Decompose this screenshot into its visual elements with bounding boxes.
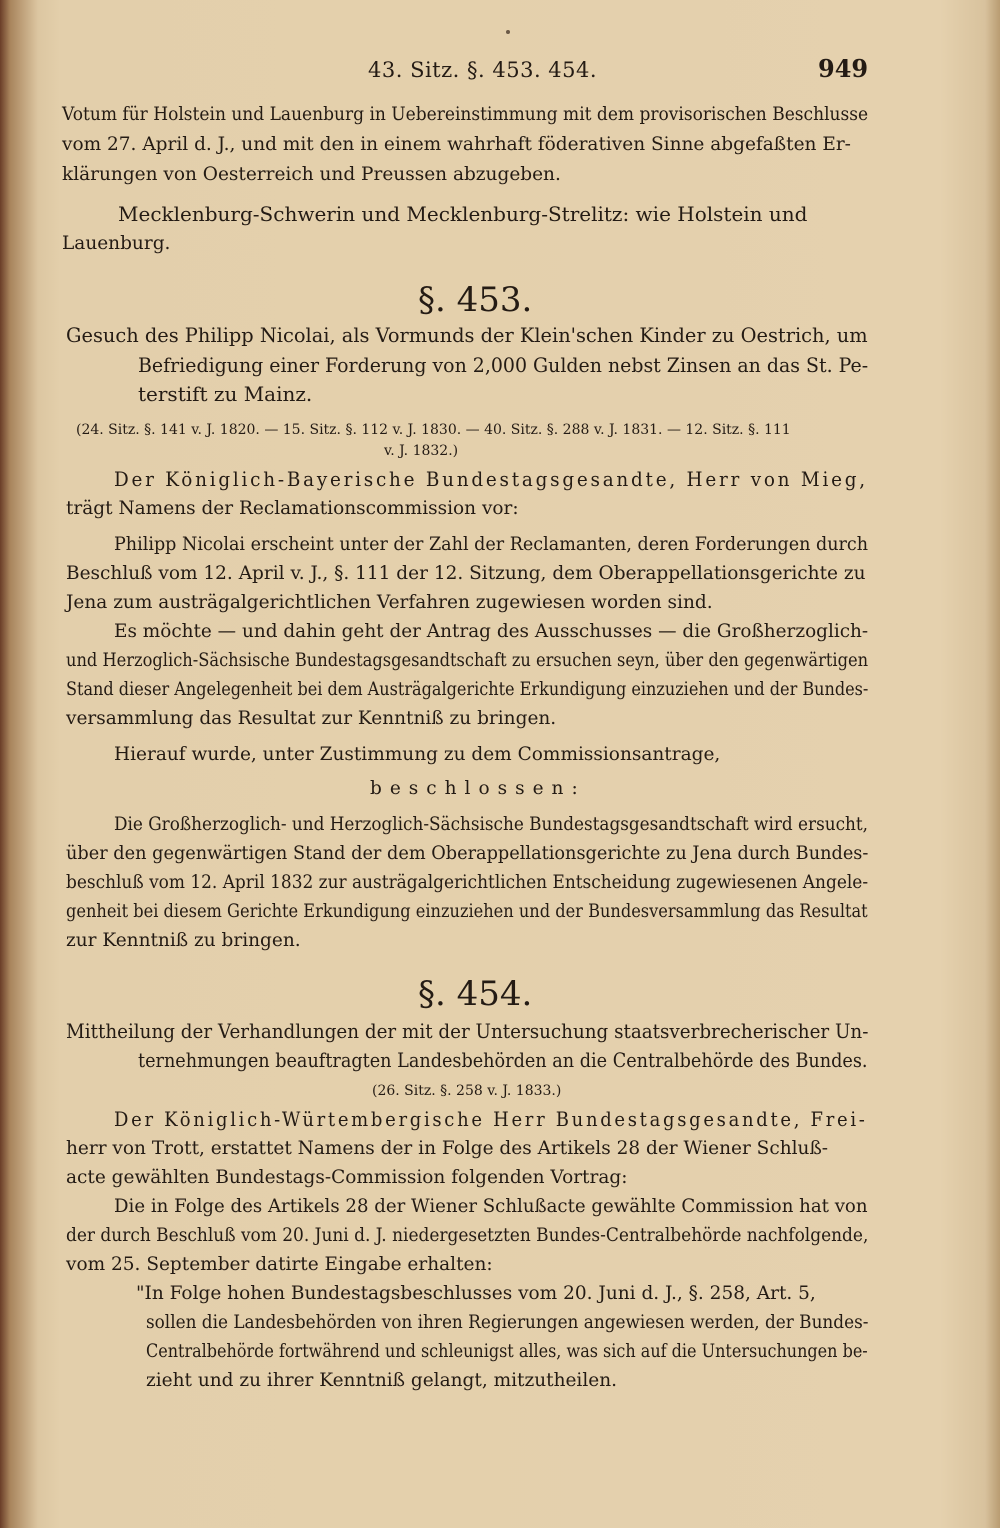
section-453-title: Gesuch des Philipp Nicolai, als Vormunds der Klein'schen Kinder zu Oestrich, um [66,323,868,347]
intro-line: vom 27. April d. J., und mit den in einem wahrhaft föderativen Sinne abgefaßten Er- [62,134,851,155]
quoted-line: sollen die Landesbehörden von ihren Regierungen angewiesen werden, der Bundes- [146,1312,869,1333]
body-line: Hierauf wurde, unter Zustimmung zu dem Commissionsantrage, [114,744,721,765]
section-454-heading: §. 454. [418,974,533,1014]
section-453-heading: §. 453. [418,280,533,320]
body-line: versammlung das Resultat zur Kenntniß zu bringen. [66,708,557,729]
quoted-line: zieht und zu ihrer Kenntniß gelangt, mitzutheilen. [146,1370,618,1391]
body-line: der durch Beschluß vom 20. Juni d. J. niedergesetzten Bundes-Centralbehörde nachfolgende, [66,1225,869,1246]
body-line: Jena zum austrägalgerichtlichen Verfahren zugewiesen worden sind. [66,592,713,613]
speaker-wuerttemberg-cont: acte gewählten Bundestags-Commission folgenden Vortrag: [66,1167,628,1188]
resolution-line: beschluß vom 12. April 1832 zur austrägalgerichtlichen Entscheidung zugewiesenen Angele- [66,872,869,893]
quoted-line: "In Folge hohen Bundestagsbeschlusses vom 20. Juni d. J., §. 258, Art. 5, [136,1283,816,1304]
body-line: Die in Folge des Artikels 28 der Wiener Schlußacte gewählte Commission hat von [114,1196,868,1217]
section-454-title: ternehmungen beauftragten Landesbehörden an die Centralbehörde des Bundes. [138,1048,868,1072]
section-453-reference: (24. Sitz. §. 141 v. J. 1820. — 15. Sitz. §. 112 v. J. 1830. — 40. Sitz. §. 288 v. J. 1831. — 12. Sitz. §. 111 [76,422,791,438]
resolution-line: über den gegenwärtigen Stand der dem Oberappellationsgerichte zu Jena durch Bundes- [66,843,869,864]
intro-line: klärungen von Oesterreich und Preussen abzugeben. [62,164,561,185]
speaker-wuerttemberg-cont: herr von Trott, erstattet Namens der in Folge des Artikels 28 der Wiener Schluß- [66,1138,829,1159]
running-title: 43. Sitz. §. 453. 454. [368,58,598,82]
body-line: Philipp Nicolai erscheint unter der Zahl der Reclamanten, deren Forderungen durch [114,534,869,555]
section-454-title: Mittheilung der Verhandlungen der mit der Untersuchung staatsverbrecherischer Un- [66,1019,869,1043]
body-line: Stand dieser Angelegenheit bei dem Austrägalgerichte Erkundigung einzuziehen und der Bundes- [66,679,869,700]
section-453-title: Befriedigung einer Forderung von 2,000 Gulden nebst Zinsen an das St. Pe- [138,353,869,377]
section-453-title: terstift zu Mainz. [138,382,313,406]
body-line: Beschluß vom 12. April v. J., §. 111 der 12. Sitzung, dem Oberappellationsgerichte zu [66,563,866,584]
page-number: 949 [818,54,869,83]
print-speck [506,30,510,34]
mecklenburg-vote: Mecklenburg-Schwerin und Mecklenburg-Strelitz: wie Holstein und [118,202,808,226]
speaker-bavaria: Der Königlich-Bayerische Bundestagsgesandte, Herr von Mieg, [114,467,868,491]
section-453-reference: v. J. 1832.) [384,443,459,459]
resolution-line: zur Kenntniß zu bringen. [66,930,301,951]
quoted-line: Centralbehörde fortwährend und schleunigst alles, was sich auf die Untersuchungen be- [146,1341,868,1362]
resolution-line: genheit bei diesem Gerichte Erkundigung einzuziehen und der Bundesversammlung das Resultat [66,901,868,922]
mecklenburg-vote-cont: Lauenburg. [62,233,171,254]
body-line: vom 25. September datirte Eingabe erhalten: [66,1254,493,1275]
section-454-reference: (26. Sitz. §. 258 v. J. 1833.) [372,1083,562,1099]
resolution-line: Die Großherzoglich- und Herzoglich-Sächsische Bundestagsgesandtschaft wird ersucht, [114,814,868,835]
resolved-heading: beschlossen: [370,778,586,799]
page-header [0,54,1000,92]
intro-line: Votum für Holstein und Lauenburg in Uebereinstimmung mit dem provisorischen Beschlusse [62,104,869,125]
body-line: Es möchte — und dahin geht der Antrag des Ausschusses — die Großherzoglich- [114,621,869,642]
speaker-bavaria-cont: trägt Namens der Reclamationscommission vor: [66,498,519,519]
speaker-wuerttemberg: Der Königlich-Würtembergische Herr Bundestagsgesandte, Frei- [114,1107,868,1131]
body-line: und Herzoglich-Sächsische Bundestagsgesandtschaft zu ersuchen seyn, über den gegenwärtigen [66,650,869,671]
